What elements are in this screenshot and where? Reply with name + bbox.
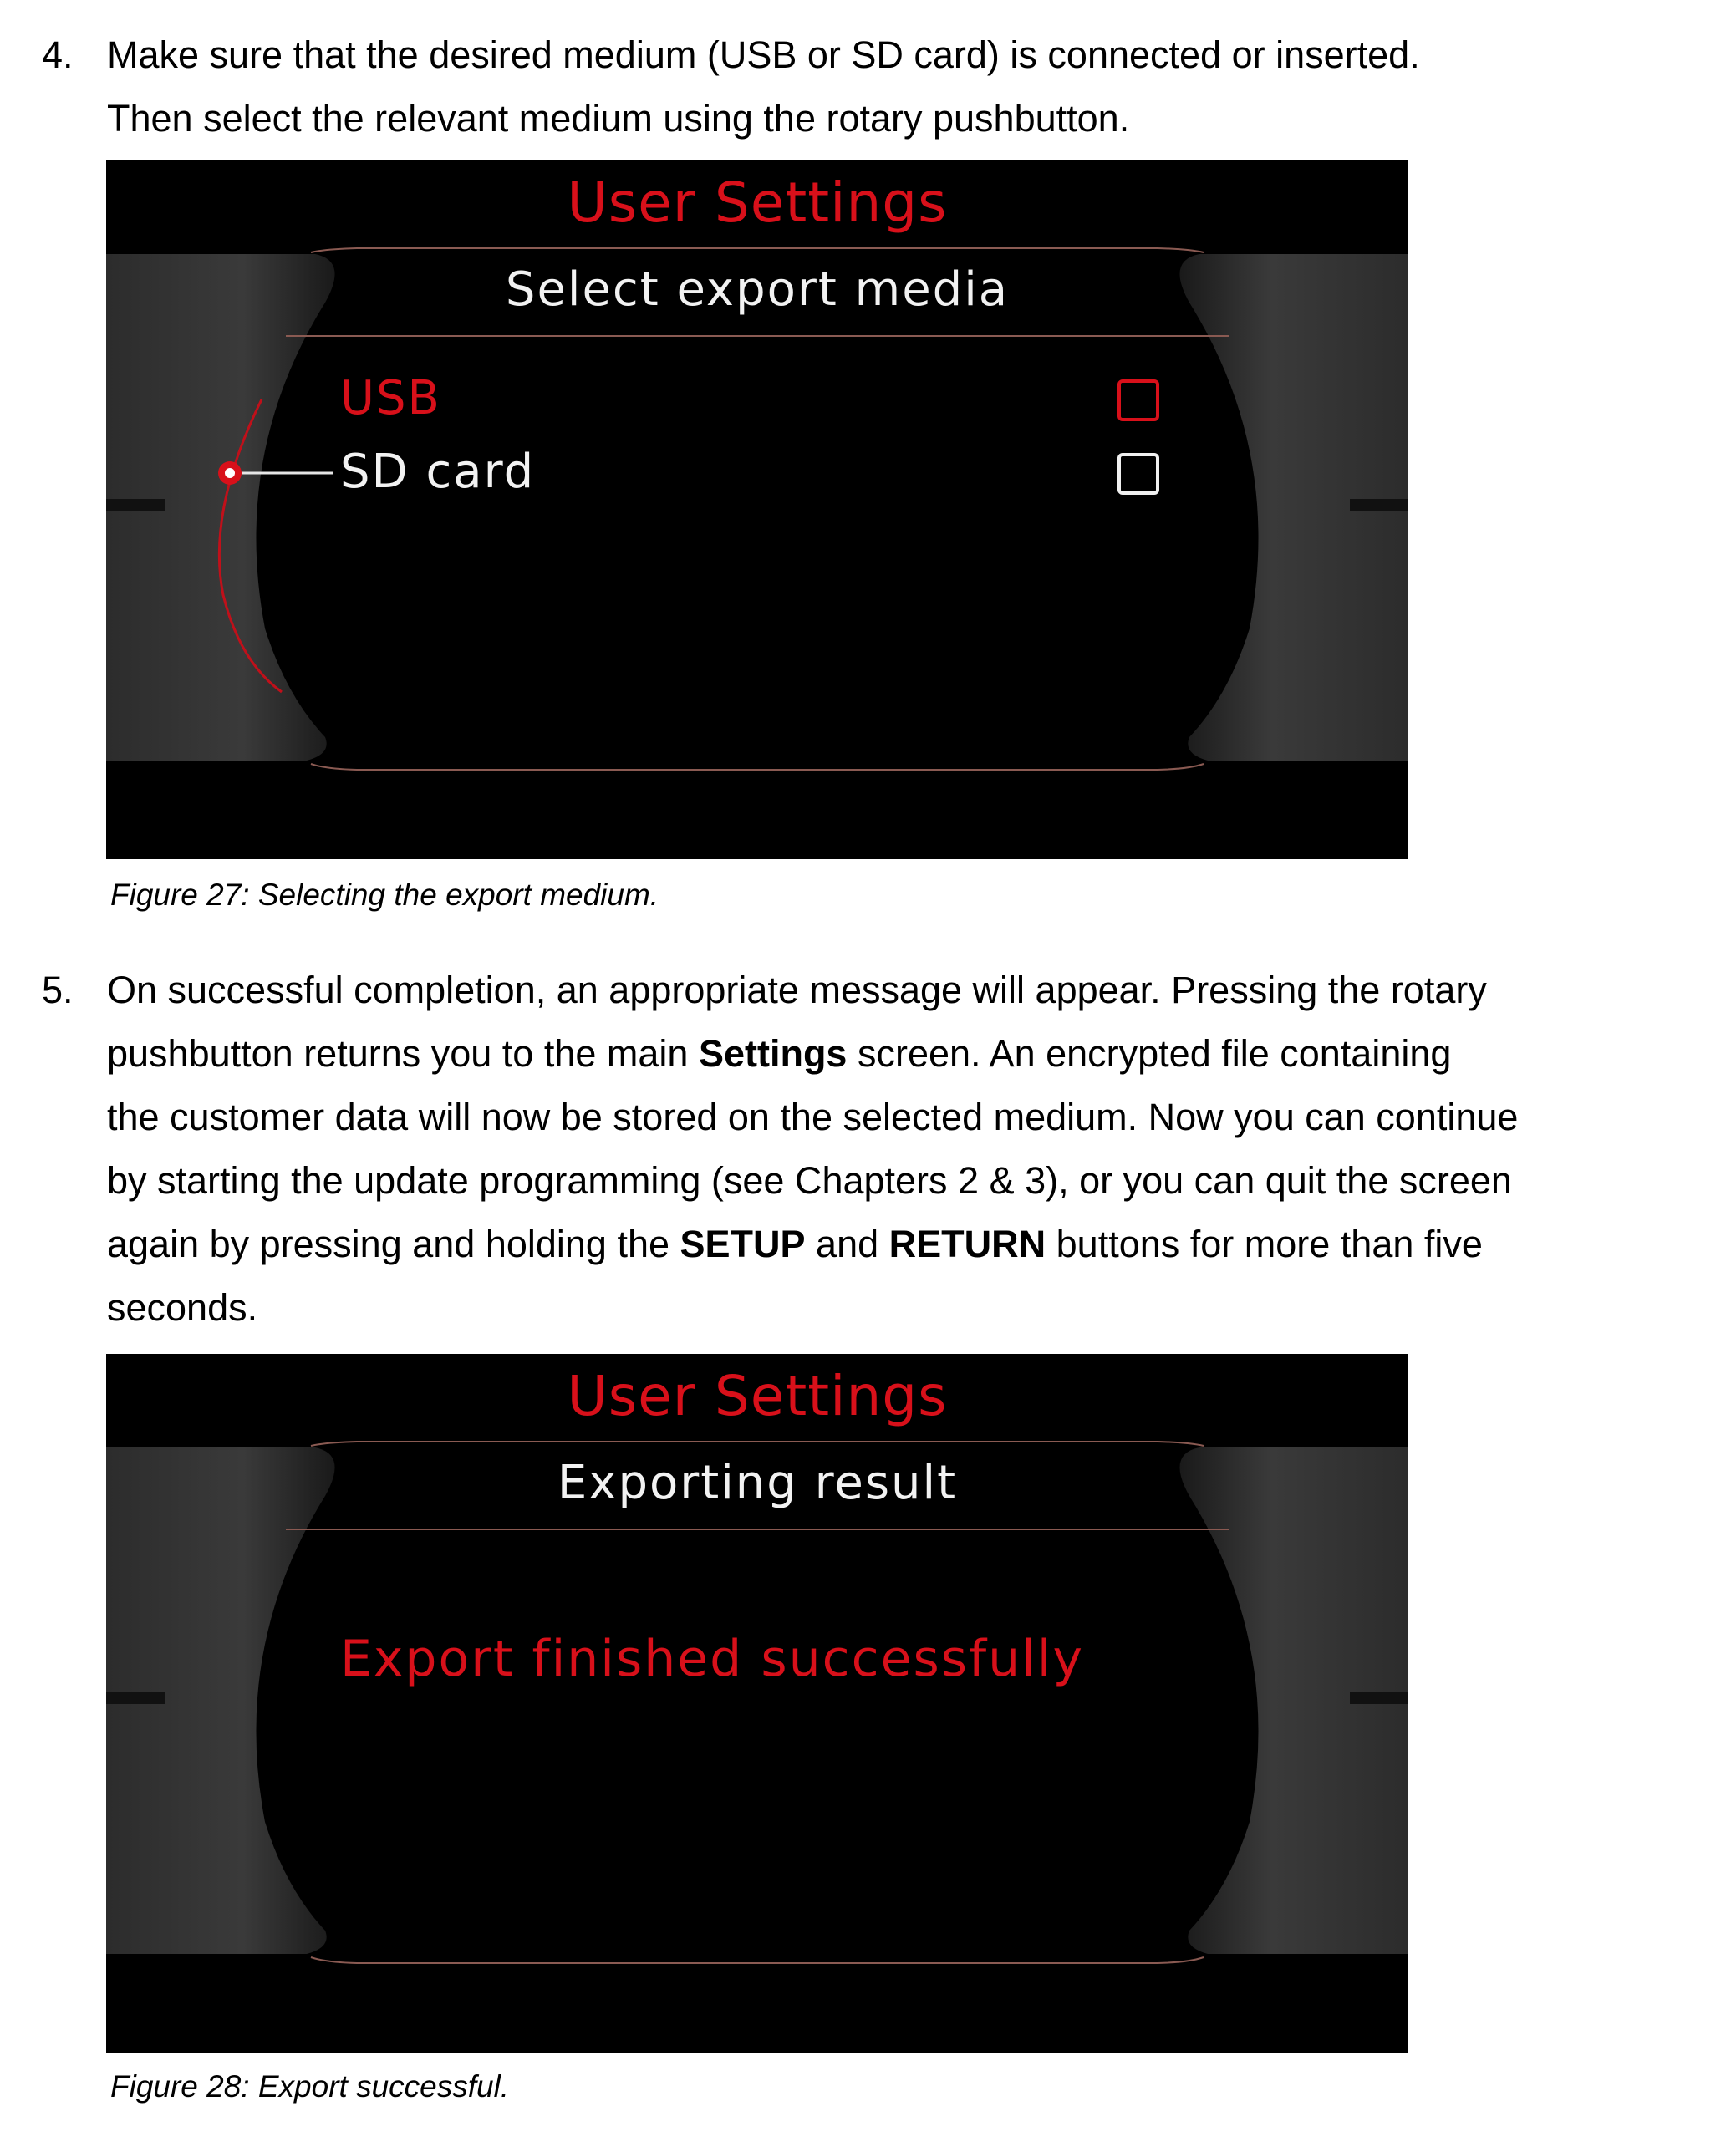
step-line: the customer data will now be stored on the selected medium. Now you can continue <box>107 1096 1519 1138</box>
step-line: seconds. <box>107 1286 258 1329</box>
bottom-divider <box>311 764 1204 770</box>
figure-27-caption: Figure 27: Selecting the export medium. <box>110 878 659 912</box>
usb-checkbox[interactable] <box>1117 379 1159 421</box>
screen-title: User Settings <box>567 1364 948 1428</box>
top-divider <box>311 1442 1204 1446</box>
option-sd-card[interactable]: SD card <box>340 445 536 499</box>
option-usb[interactable]: USB <box>340 371 441 425</box>
figure-27-screen <box>106 160 1408 859</box>
screen-subtitle: Exporting result <box>557 1456 958 1510</box>
step-line: again by pressing and holding the SETUP and RETURN buttons for more than five <box>107 1223 1483 1265</box>
screen-subtitle: Select export media <box>505 262 1010 317</box>
step-text <box>107 959 1712 1340</box>
figure-28-caption: Figure 28: Export successful. <box>110 2069 510 2104</box>
figure-28-screen <box>106 1354 1408 2053</box>
sd-card-checkbox[interactable] <box>1117 453 1159 495</box>
setup-keyword: SETUP <box>680 1223 806 1265</box>
step-line: Then select the relevant medium using the rotary pushbutton. <box>107 97 1130 140</box>
step-line: Make sure that the desired medium (USB or SD card) is connected or inserted. <box>107 33 1420 76</box>
step-line: by starting the update programming (see Chapters 2 & 3), or you can quit the screen <box>107 1159 1512 1202</box>
bottom-divider <box>311 1957 1204 1963</box>
settings-keyword: Settings <box>698 1032 848 1075</box>
top-divider <box>311 248 1204 252</box>
export-result-message: Export finished successfully <box>340 1630 1085 1688</box>
screen-title: User Settings <box>567 170 948 235</box>
step-line: On successful completion, an appropriate message will appear. Pressing the rotary <box>107 969 1487 1011</box>
step-number: 5. <box>42 969 74 1011</box>
step-line: pushbutton returns you to the main Settings screen. An encrypted file containing <box>107 1032 1452 1075</box>
step-number: 4. <box>42 33 74 76</box>
step-text <box>107 23 1712 150</box>
return-keyword: RETURN <box>888 1223 1046 1265</box>
